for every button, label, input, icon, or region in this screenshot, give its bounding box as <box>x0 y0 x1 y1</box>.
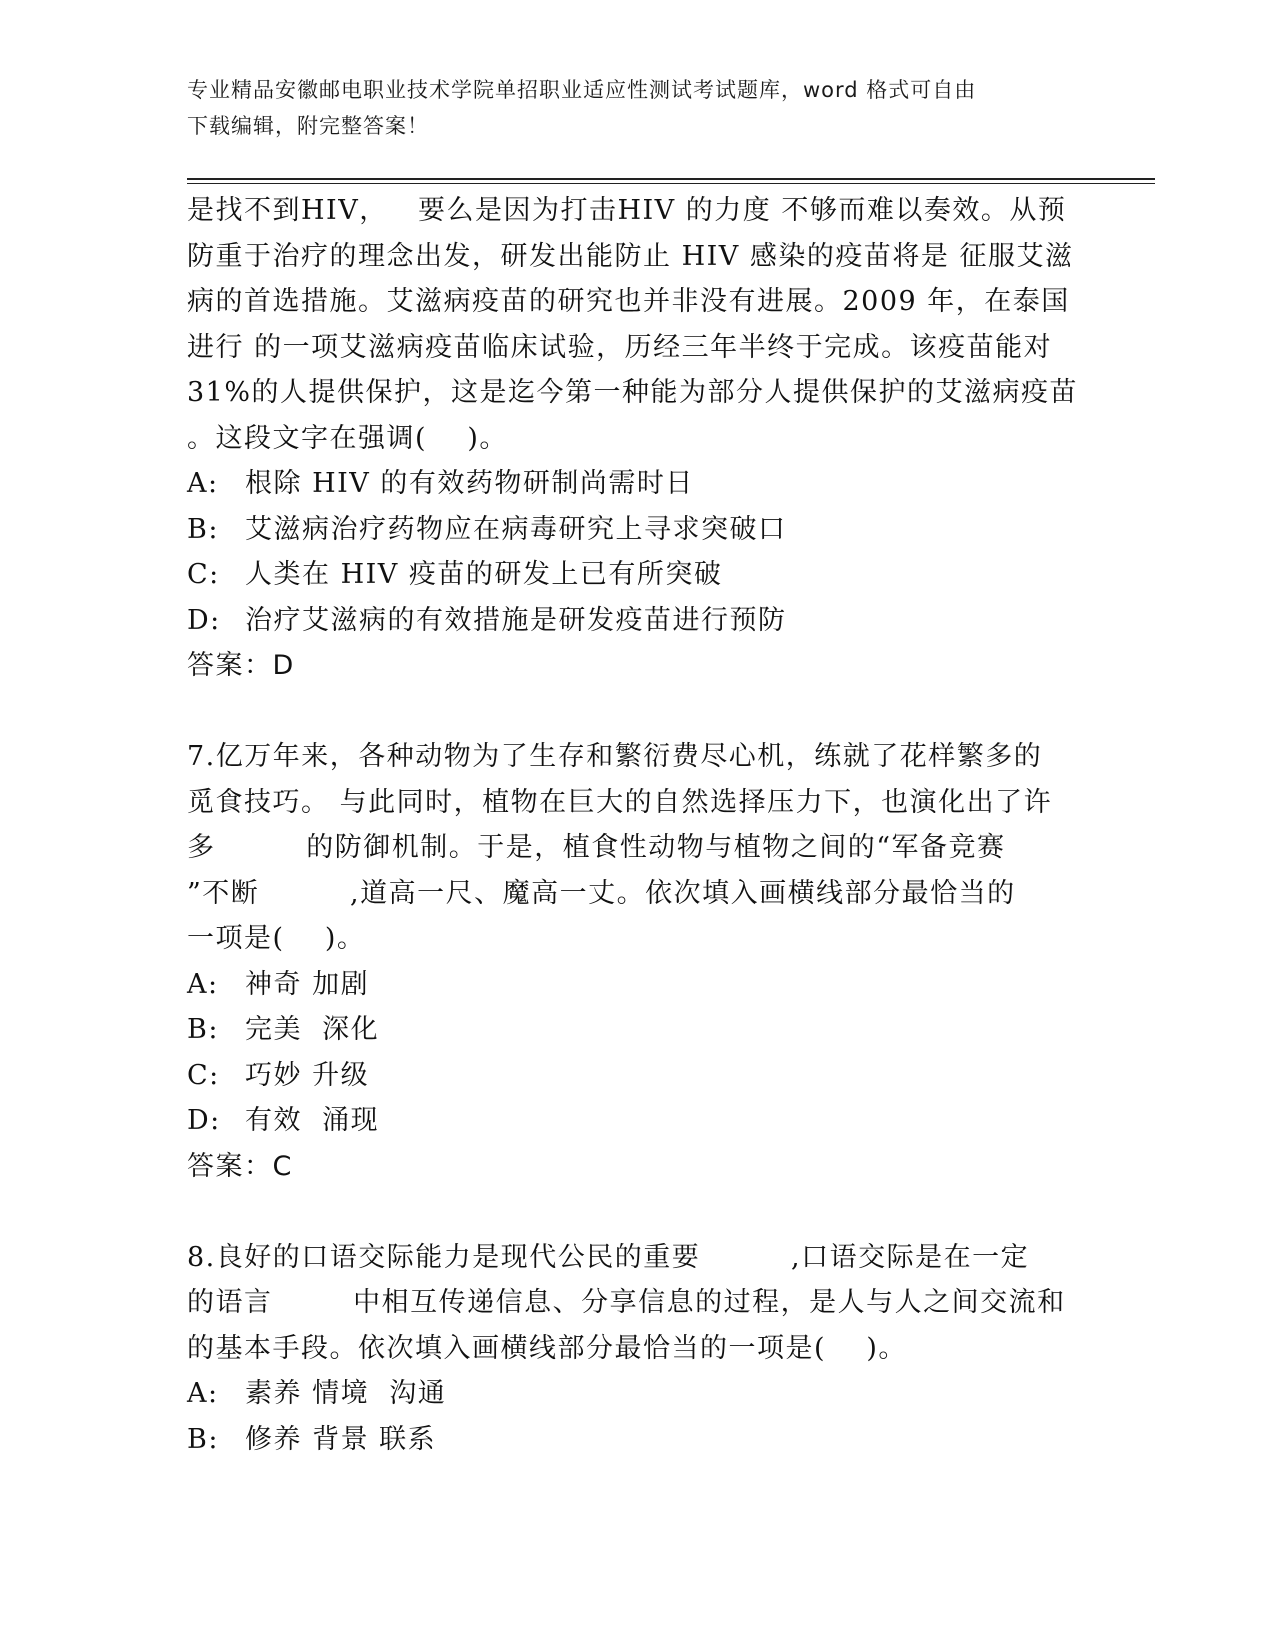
option-key: C: <box>187 1059 220 1091</box>
option-key: A: <box>187 468 219 499</box>
option-key: A: <box>187 968 219 1000</box>
header-rule-thin <box>187 183 1155 184</box>
question-stem-line: ”不断 ,道高一尺、魔高一丈。依次填入画横线部分最恰当的 <box>187 877 1016 909</box>
option-c <box>187 1053 1087 1099</box>
header-rule-thick <box>187 178 1155 180</box>
question-stem-line: 是找不到HIV， 要么是因为打击HIV 的力度 不够而难以奏效。从预 <box>187 195 1067 226</box>
option-key: D: <box>187 604 221 636</box>
question-stem-line: 31%的人提供保护，这是迄今第一种能为部分人提供保护的艾滋病疫苗 <box>187 377 1079 408</box>
question-stem-line: 。这段文字在强调( )。 <box>187 422 508 454</box>
option-key: A: <box>187 1378 219 1409</box>
spacer <box>187 1189 1087 1235</box>
option-b <box>187 507 1087 553</box>
question-stem-line: 7.亿万年来，各种动物为了生存和繁衍费尽心机，练就了花样繁多的 <box>187 741 1043 772</box>
option-text: 素养 情境 沟通 <box>245 1378 447 1409</box>
question-stem-line: 觅食技巧。 与此同时，植物在巨大的自然选择压力下，也演化出了许 <box>187 786 1053 818</box>
document-header <box>187 72 1087 144</box>
option-text: 有效 涌现 <box>245 1105 380 1136</box>
option-key: D: <box>187 1105 221 1136</box>
question-8 <box>187 1235 1087 1463</box>
question-stem-line: 一项是( )。 <box>187 923 366 954</box>
option-b <box>187 1417 1087 1463</box>
option-a <box>187 461 1087 507</box>
option-d <box>187 598 1087 644</box>
option-text: 巧妙 升级 <box>245 1059 370 1091</box>
option-b <box>187 1007 1087 1053</box>
option-text: 治疗艾滋病的有效措施是研发疫苗进行预防 <box>245 604 787 636</box>
option-key: B: <box>187 1014 219 1045</box>
option-text: 根除 HIV 的有效药物研制尚需时日 <box>245 468 694 499</box>
spacer <box>187 689 1087 735</box>
option-text: 神奇 加剧 <box>245 968 370 1000</box>
option-c <box>187 552 1087 598</box>
question-stem-line: 防重于治疗的理念出发，研发出能防止 HIV 感染的疫苗将是 征服艾滋 <box>187 240 1074 272</box>
question-stem-line: 多 的防御机制。于是，植食性动物与植物之间的“军备竞赛 <box>187 832 1006 863</box>
question-6 <box>187 188 1087 689</box>
option-text: 完美 深化 <box>245 1014 380 1045</box>
option-text: 修养 背景 联系 <box>245 1423 437 1455</box>
option-key: B: <box>187 1423 219 1455</box>
option-a <box>187 1371 1087 1417</box>
question-stem-line: 病的首选措施。艾滋病疫苗的研究也并非没有进展。2009 年，在泰国 <box>187 286 1070 317</box>
option-key: B: <box>187 513 219 545</box>
answer: 答案：C <box>187 1150 293 1182</box>
question-stem-line: 8.良好的口语交际能力是现代公民的重要 ,口语交际是在一定 <box>187 1241 1030 1273</box>
option-d <box>187 1098 1087 1144</box>
answer: 答案：D <box>187 650 295 681</box>
question-7 <box>187 734 1087 1189</box>
option-text: 人类在 HIV 疫苗的研发上已有所突破 <box>245 559 723 590</box>
question-stem-line: 进行 的一项艾滋病疫苗临床试验，历经三年半终于完成。该疫苗能对 <box>187 331 1053 363</box>
option-text: 艾滋病治疗药物应在病毒研究上寻求突破口 <box>245 513 787 545</box>
document-body <box>187 188 1087 1462</box>
option-a <box>187 962 1087 1008</box>
header-line-1: 专业精品安徽邮电职业技术学院单招职业适应性测试考试题库，word 格式可自由 <box>187 78 977 102</box>
option-key: C: <box>187 559 220 590</box>
header-line-2: 下载编辑，附完整答案！ <box>187 114 429 138</box>
question-stem-line: 的基本手段。依次填入画横线部分最恰当的一项是( )。 <box>187 1332 907 1364</box>
question-stem-line: 的语言 中相互传递信息、分享信息的过程，是人与人之间交流和 <box>187 1287 1066 1318</box>
